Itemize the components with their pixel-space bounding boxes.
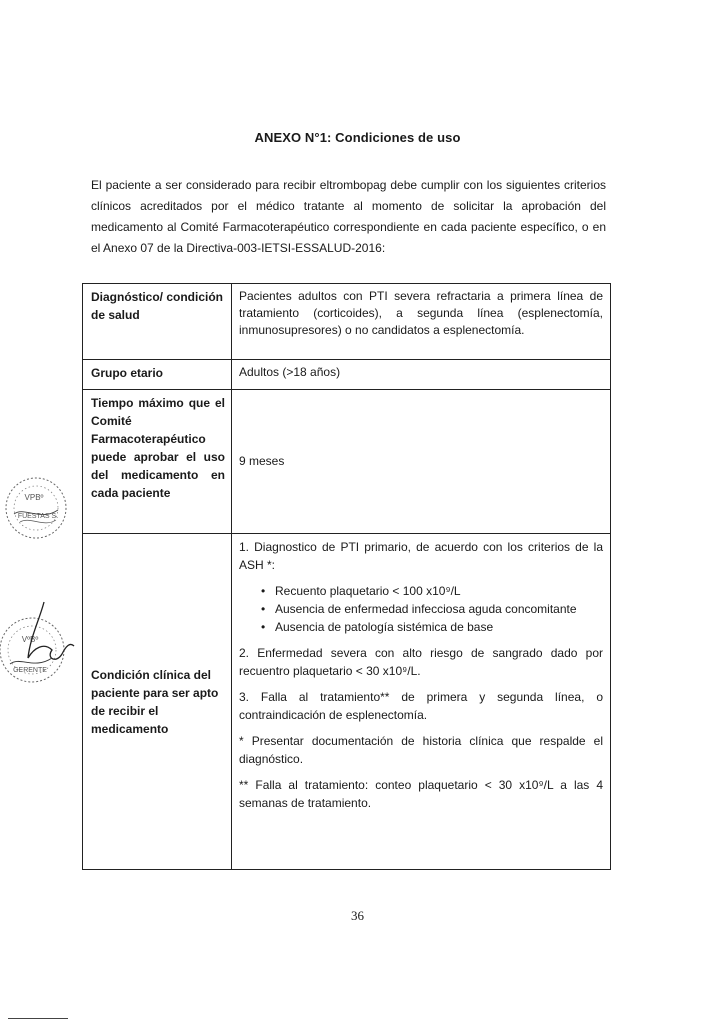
list-item: • Ausencia de patología sistémica de base — [275, 618, 603, 636]
row-label-diagnosis: Diagnóstico/ condición de salud — [83, 284, 232, 360]
stamp2-bottom-text: GERENTE — [13, 667, 47, 674]
stamp1-top-text: VPBº — [24, 493, 44, 502]
handwritten-signature — [28, 602, 74, 659]
row-label-age-group: Grupo etario — [83, 360, 232, 390]
criterion-3: 3. Falla al tratamiento** de primera y segunda línea, o contraindicación de esplenectomía. — [239, 690, 603, 722]
intro-paragraph: El paciente a ser considerado para recibir eltrombopag debe cumplir con los siguientes criterios clínicos acreditados por el médico tratante al momento de solicitar la aprobación del medicamento al Comité Farmacoterapéutico correspondiente en cada paciente específico, o en el Anexo 07 de la Directiva-003-IETSI-ESSALUD-2016: — [91, 178, 606, 255]
stamp1-bottom-text: FUESTAS S. — [17, 513, 59, 520]
row-value-age-group: Adultos (>18 años) — [232, 360, 611, 390]
table-row — [83, 534, 611, 870]
list-item: • Recuento plaquetario < 100 x10⁹/L — [275, 582, 603, 600]
list-item: • Ausencia de enfermedad infecciosa aguda concomitante — [275, 600, 603, 618]
official-seal-stamp — [0, 470, 80, 550]
table-row — [83, 284, 611, 360]
stamp2-top-text: VºBº — [21, 635, 39, 644]
table-row — [83, 390, 611, 534]
row-value-diagnosis: Pacientes adultos con PTI severa refractaria a primera línea de tratamiento (corticoides), a segunda línea (esplenectomía, inmunosupresores) o no candidatos a esplenectomía. — [232, 284, 611, 360]
footnote-1: * Presentar documentación de historia clínica que respalde el diagnóstico. — [239, 734, 603, 766]
page-number: 36 — [351, 908, 364, 923]
row-label-clinical-condition: Condición clínica del paciente para ser apto de recibir el medicamento — [83, 534, 232, 870]
conditions-table — [82, 283, 611, 870]
criterion-bullets — [239, 582, 603, 636]
table-row — [83, 360, 611, 390]
footer-rule — [8, 1018, 68, 1019]
row-value-clinical-condition — [232, 534, 611, 870]
footnote-2: ** Falla al tratamiento: conteo plaquetario < 30 x10⁹/L a las 4 semanas de tratamiento. — [239, 778, 603, 810]
annex-title: ANEXO N°1: Condiciones de uso — [254, 130, 461, 145]
row-label-max-time: Tiempo máximo que el Comité Farmacoterapéutico puede aprobar el uso del medicamento en cada paciente — [83, 390, 232, 534]
row-value-max-time: 9 meses — [232, 390, 611, 534]
official-seal-stamp-signed — [0, 598, 82, 698]
criterion-2: 2. Enfermedad severa con alto riesgo de sangrado dado por recuentro plaquetario < 30 x10⁹/L. — [239, 646, 603, 678]
criterion-1: 1. Diagnostico de PTI primario, de acuerdo con los criterios de la ASH *: — [239, 540, 603, 572]
